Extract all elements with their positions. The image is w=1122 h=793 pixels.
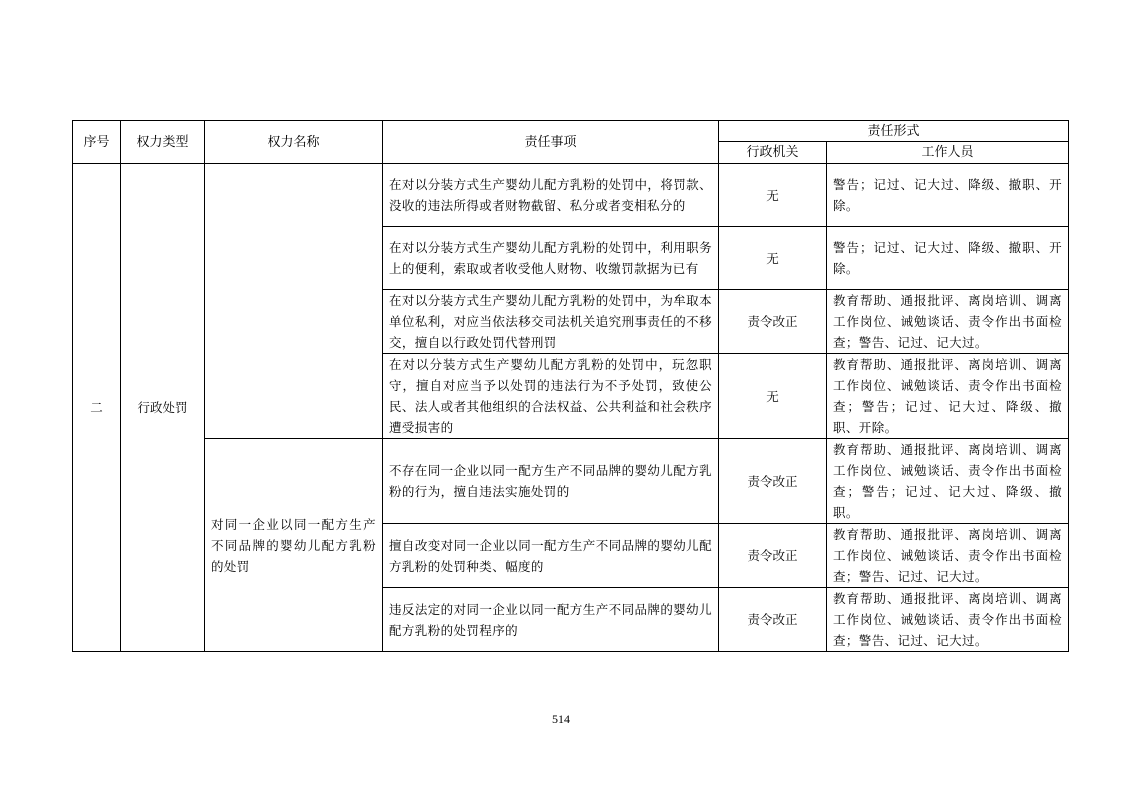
admin-cell: 无	[719, 164, 827, 227]
duty-cell: 在对以分装方式生产婴幼儿配方乳粉的处罚中，利用职务上的便利，索取或者收受他人财物、收缴罚款据为已有	[383, 227, 719, 290]
header-admin: 行政机关	[719, 142, 827, 164]
staff-cell: 警告；记过、记大过、降级、撤职、开除。	[827, 227, 1069, 290]
duty-cell: 擅自改变对同一企业以同一配方生产不同品牌的婴幼儿配方乳粉的处罚种类、幅度的	[383, 524, 719, 588]
duty-cell: 在对以分装方式生产婴幼儿配方乳粉的处罚中，玩忽职守，擅自对应当予以处罚的违法行为不予处罚，致使公民、法人或者其他组织的合法权益、公共利益和社会秩序遭受损害的	[383, 354, 719, 439]
admin-cell: 责令改正	[719, 439, 827, 524]
header-duty: 责任事项	[383, 121, 719, 164]
admin-cell: 无	[719, 354, 827, 439]
header-row-1	[73, 121, 1069, 142]
table-row	[73, 439, 1069, 524]
power-name-cell-b: 对同一企业以同一配方生产不同品牌的婴幼儿配方乳粉的处罚	[205, 439, 383, 652]
header-power-name: 权力名称	[205, 121, 383, 164]
staff-cell: 教育帮助、通报批评、离岗培训、调离工作岗位、诫勉谈话、责令作出书面检查；警告、记过、记大过。	[827, 290, 1069, 354]
staff-cell: 教育帮助、通报批评、离岗培训、调离工作岗位、诫勉谈话、责令作出书面检查；警告；记过、记大过、降级、撤职、开除。	[827, 354, 1069, 439]
admin-cell: 责令改正	[719, 524, 827, 588]
admin-cell: 责令改正	[719, 290, 827, 354]
power-type-cell: 行政处罚	[121, 164, 205, 652]
admin-cell: 责令改正	[719, 588, 827, 652]
seq-cell: 二	[73, 164, 121, 652]
header-staff: 工作人员	[827, 142, 1069, 164]
staff-cell: 教育帮助、通报批评、离岗培训、调离工作岗位、诫勉谈话、责令作出书面检查；警告；记过、记大过、降级、撤职。	[827, 439, 1069, 524]
header-responsibility-form: 责任形式	[719, 121, 1069, 142]
duty-cell: 在对以分装方式生产婴幼儿配方乳粉的处罚中，将罚款、没收的违法所得或者财物截留、私分或者变相私分的	[383, 164, 719, 227]
staff-cell: 警告；记过、记大过、降级、撤职、开除。	[827, 164, 1069, 227]
header-seq: 序号	[73, 121, 121, 164]
power-name-cell-a	[205, 164, 383, 439]
page-number: 514	[552, 712, 570, 726]
table-row	[73, 164, 1069, 227]
power-responsibility-table	[72, 120, 1069, 652]
staff-cell: 教育帮助、通报批评、离岗培训、调离工作岗位、诫勉谈话、责令作出书面检查；警告、记过、记大过。	[827, 588, 1069, 652]
admin-cell: 无	[719, 227, 827, 290]
duty-cell: 违反法定的对同一企业以同一配方生产不同品牌的婴幼儿配方乳粉的处罚程序的	[383, 588, 719, 652]
duty-cell: 不存在同一企业以同一配方生产不同品牌的婴幼儿配方乳粉的行为，擅自违法实施处罚的	[383, 439, 719, 524]
staff-cell: 教育帮助、通报批评、离岗培训、调离工作岗位、诫勉谈话、责令作出书面检查；警告、记过、记大过。	[827, 524, 1069, 588]
header-power-type: 权力类型	[121, 121, 205, 164]
duty-cell: 在对以分装方式生产婴幼儿配方乳粉的处罚中，为牟取本单位私利，对应当依法移交司法机关追究刑事责任的不移交，擅自以行政处罚代替刑罚	[383, 290, 719, 354]
